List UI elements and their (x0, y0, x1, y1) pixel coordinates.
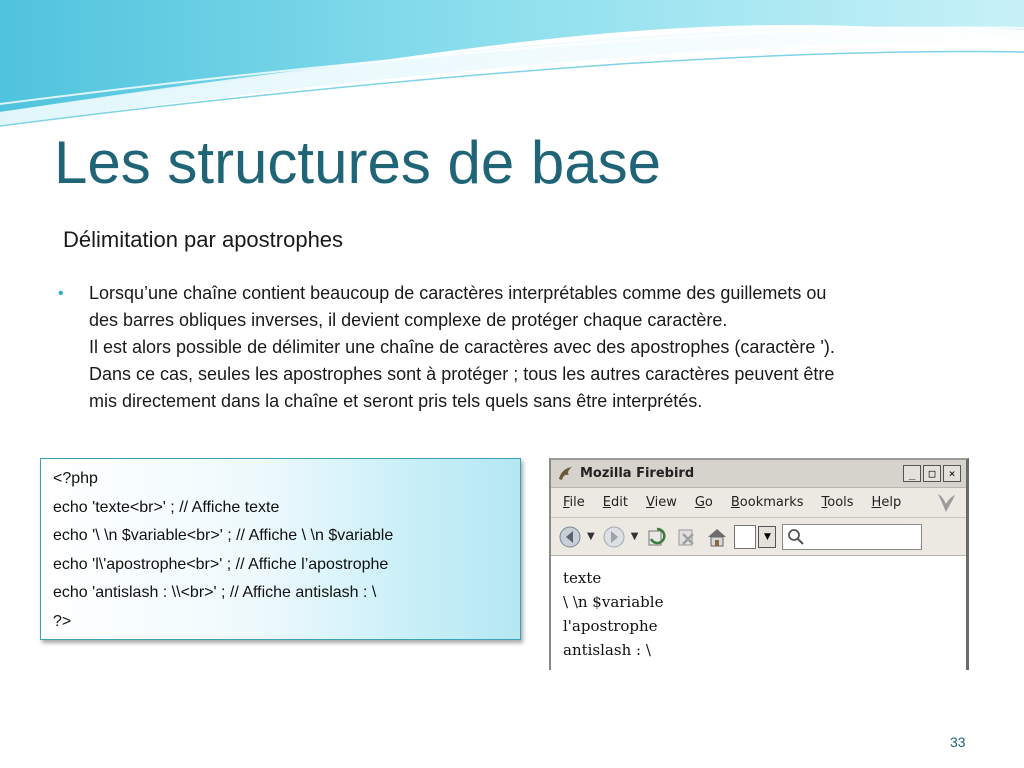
window-controls (903, 465, 961, 482)
bullet-line: Il est alors possible de délimiter une chaîne de caractères avec des apostrophes (caractère '). (89, 337, 835, 357)
menu-help[interactable] (872, 495, 902, 510)
code-line: echo 'l\'apostrophe<br>' ; // Affiche l’apostrophe (53, 555, 389, 573)
code-line: echo 'antislash : \\<br>' ; // Affiche antislash : \ (53, 584, 377, 602)
menu-edit-mnemonic: E (602, 495, 611, 510)
output-line: l'apostrophe (563, 617, 658, 635)
back-dropdown-icon[interactable]: ▼ (587, 531, 595, 542)
menu-file[interactable] (563, 495, 585, 510)
menu-tools-label: ools (827, 495, 854, 510)
menu-tools-mnemonic: T (821, 495, 828, 510)
browser-toolbar (551, 518, 966, 556)
code-line: ?> (53, 612, 72, 630)
firebird-logo-icon (557, 465, 574, 482)
back-icon (558, 525, 582, 549)
php-code-box (40, 458, 521, 640)
output-line: \ \n $variable (563, 593, 664, 611)
throbber-icon (934, 492, 958, 514)
dropdown-icon[interactable]: ▼ (758, 526, 776, 548)
bullet-line: Lorsqu’une chaîne contient beaucoup de caractères interprétables comme des guillemets ou (89, 283, 827, 303)
minimize-button[interactable]: _ (903, 465, 921, 482)
home-icon (705, 525, 729, 549)
browser-title: Mozilla Firebird (580, 466, 695, 481)
bullet-line: Dans ce cas, seules les apostrophes sont à protéger ; tous les autres caractères peuvent être (89, 364, 835, 384)
slide-title: Les structures de base (54, 129, 662, 196)
browser-menubar (551, 488, 966, 518)
menu-edit[interactable] (603, 495, 628, 510)
menu-bookmarks-label: ookmarks (739, 495, 804, 510)
menu-go-mnemonic: G (694, 495, 705, 510)
header-wave-decoration (0, 0, 1024, 140)
menu-help-mnemonic: H (871, 495, 882, 510)
forward-dropdown-icon[interactable]: ▼ (630, 531, 639, 542)
reload-icon (645, 525, 669, 549)
menu-view[interactable] (646, 495, 677, 510)
menu-view-label: iew (654, 495, 677, 510)
home-button[interactable] (704, 524, 730, 550)
output-line: antislash : \ (563, 641, 651, 659)
search-icon (787, 528, 805, 546)
maximize-button[interactable]: □ (923, 465, 941, 482)
menu-tools[interactable] (822, 495, 854, 510)
page-number: 33 (950, 734, 966, 750)
bullet-line: des barres obliques inverses, il devient complexe de protéger chaque caractère. (89, 310, 728, 330)
bullet-line: mis directement dans la chaîne et seront pris tels quels sans être interprétés. (89, 391, 703, 411)
stop-button[interactable] (674, 524, 700, 550)
code-line: echo 'texte<br>' ; // Affiche texte (53, 498, 280, 516)
menu-go-label: o (704, 495, 713, 510)
browser-titlebar (551, 460, 966, 488)
forward-icon (602, 525, 626, 549)
reload-button[interactable] (644, 524, 670, 550)
back-button[interactable] (557, 524, 583, 550)
slide-subtitle: Délimitation par apostrophes (63, 227, 344, 252)
menu-edit-label: dit (611, 495, 628, 510)
menu-help-label: elp (881, 495, 902, 510)
close-button[interactable]: × (943, 465, 961, 482)
forward-button[interactable] (601, 524, 627, 550)
code-line: echo '\ \n $variable<br>' ; // Affiche \ \n $variable (53, 527, 394, 545)
menu-bookmarks-mnemonic: B (730, 495, 740, 510)
output-line: texte (563, 569, 602, 587)
bullet-point (58, 280, 958, 415)
menu-file-label: ile (569, 495, 585, 510)
page-icon (734, 525, 756, 549)
browser-screenshot (549, 458, 969, 670)
search-input[interactable] (782, 524, 922, 550)
bullet-text (89, 280, 958, 415)
code-line: <?php (53, 470, 98, 487)
menu-file-mnemonic: F (563, 495, 570, 510)
browser-content (551, 556, 966, 662)
menu-view-mnemonic: V (645, 495, 655, 510)
menu-bookmarks[interactable] (731, 495, 804, 510)
bullet-dot-icon: • (58, 285, 64, 302)
stop-icon (675, 525, 699, 549)
menu-go[interactable] (695, 495, 713, 510)
